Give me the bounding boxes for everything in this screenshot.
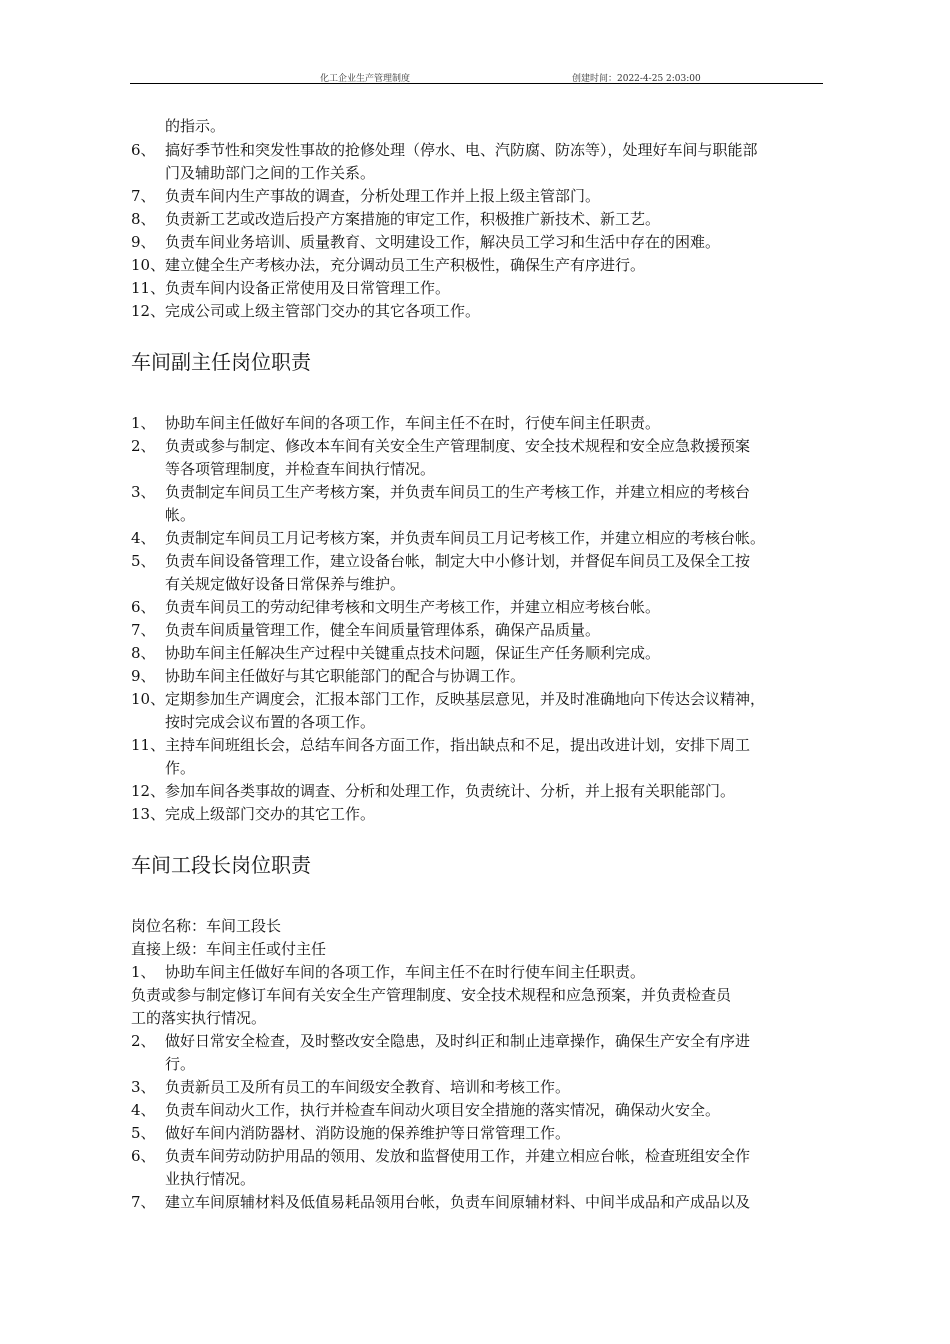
list-item-continuation: 的指示。 (165, 117, 226, 135)
list-item-number: 8、 (131, 644, 156, 662)
list-item-number: 5、 (131, 1124, 156, 1142)
list-item-number: 6、 (131, 598, 156, 616)
list-item-number: 6、 (131, 1147, 156, 1165)
list-item-text: 完成上级部门交办的其它工作。 (165, 805, 376, 823)
list-item-number: 4、 (131, 1101, 156, 1119)
list-item-text: 有关规定做好设备日常保养与维护。 (165, 575, 406, 593)
list-item-number: 7、 (131, 187, 156, 205)
list-item-number: 3、 (131, 1078, 156, 1096)
list-item-text: 负责新工艺或改造后投产方案措施的审定工作，积极推广新技术、新工艺。 (165, 210, 661, 228)
list-item-number: 2、 (131, 1032, 156, 1050)
list-item-text: 完成公司或上级主管部门交办的其它各项工作。 (165, 302, 481, 320)
section-heading-section-chief: 车间工段长岗位职责 (131, 853, 311, 877)
header-title: 化工企业生产管理制度 (320, 74, 411, 84)
list-item-text: 协助车间主任做好与其它职能部门的配合与协调工作。 (165, 667, 526, 685)
list-item-number: 9、 (131, 667, 156, 685)
list-item-text: 协助车间主任做好车间的各项工作，车间主任不在时行使车间主任职责。 (165, 963, 646, 981)
list-item-text: 做好日常安全检查，及时整改安全隐患，及时纠正和制止违章操作，确保生产安全有序进 (165, 1032, 751, 1050)
list-item-number: 12、 (131, 782, 166, 800)
list-item-text: 行。 (165, 1055, 196, 1073)
section-heading-deputy-director: 车间副主任岗位职责 (131, 350, 311, 374)
list-item-number: 11、 (131, 736, 166, 754)
list-item-text: 负责车间员工的劳动纪律考核和文明生产考核工作，并建立相应考核台帐。 (165, 598, 661, 616)
list-item-number: 11、 (131, 279, 166, 297)
list-item-text: 按时完成会议布置的各项工作。 (165, 713, 376, 731)
list-item-number: 8、 (131, 210, 156, 228)
list-item-number: 7、 (131, 621, 156, 639)
list-item-number: 7、 (131, 1193, 156, 1211)
list-item-text: 等各项管理制度，并检查车间执行情况。 (165, 460, 436, 478)
list-item-text: 建立健全生产考核办法，充分调动员工生产积极性，确保生产有序进行。 (165, 256, 646, 274)
list-item-number: 6、 (131, 141, 156, 159)
list-item-number: 2、 (131, 437, 156, 455)
list-item-text: 门及辅助部门之间的工作关系。 (165, 164, 376, 182)
list-item-text: 负责车间劳动防护用品的领用、发放和监督使用工作，并建立相应台帐，检查班组安全作 (165, 1147, 751, 1165)
list-item-text: 建立车间原辅材料及低值易耗品领用台帐，负责车间原辅材料、中间半成品和产成品以及 (165, 1193, 751, 1211)
list-item-text: 负责车间内设备正常使用及日常管理工作。 (165, 279, 451, 297)
position-name: 岗位名称：车间工段长 (131, 917, 282, 935)
list-item-text: 负责制定车间员工生产考核方案，并负责车间员工的生产考核工作，并建立相应的考核台 (165, 483, 751, 501)
list-item-text: 定期参加生产调度会，汇报本部门工作，反映基层意见，并及时准确地向下传达会议精神， (165, 690, 766, 708)
list-item-text: 参加车间各类事故的调查、分析和处理工作，负责统计、分析，并上报有关职能部门。 (165, 782, 736, 800)
list-item-text: 协助车间主任做好车间的各项工作，车间主任不在时，行使车间主任职责。 (165, 414, 661, 432)
list-item-number: 13、 (131, 805, 166, 823)
list-item-text: 主持车间班组长会，总结车间各方面工作，指出缺点和不足，提出改进计划，安排下周工 (165, 736, 751, 754)
list-item-text: 作。 (165, 759, 196, 777)
list-item-text: 负责新员工及所有员工的车间级安全教育、培训和考核工作。 (165, 1078, 571, 1096)
list-item-text: 做好车间内消防器材、消防设施的保养维护等日常管理工作。 (165, 1124, 571, 1142)
list-item-number: 9、 (131, 233, 156, 251)
list-item-number: 1、 (131, 414, 156, 432)
list-item-number: 4、 (131, 529, 156, 547)
list-item-text: 负责车间质量管理工作，健全车间质量管理体系，确保产品质量。 (165, 621, 601, 639)
paragraph-line: 工的落实执行情况。 (131, 1009, 267, 1027)
list-item-text: 业执行情况。 (165, 1170, 256, 1188)
list-item-text: 负责或参与制定、修改本车间有关安全生产管理制度、安全技术规程和安全应急救援预案 (165, 437, 751, 455)
list-item-text: 负责车间动火工作，执行并检查车间动火项目安全措施的落实情况，确保动火安全。 (165, 1101, 721, 1119)
list-item-number: 1、 (131, 963, 156, 981)
list-item-text: 协助车间主任解决生产过程中关键重点技术问题，保证生产任务顺利完成。 (165, 644, 661, 662)
list-item-text: 负责车间业务培训、质量教育、文明建设工作，解决员工学习和生活中存在的困难。 (165, 233, 721, 251)
list-item-number: 5、 (131, 552, 156, 570)
list-item-number: 12、 (131, 302, 166, 320)
list-item-text: 负责制定车间员工月记考核方案，并负责车间员工月记考核工作，并建立相应的考核台帐。 (165, 529, 766, 547)
list-item-text: 帐。 (165, 506, 196, 524)
list-item-text: 负责车间内生产事故的调查，分析处理工作并上报上级主管部门。 (165, 187, 601, 205)
direct-supervisor: 直接上级：车间主任或付主任 (131, 940, 327, 958)
header-created-time: 创建时间：2022-4-25 2:03:00 (572, 74, 701, 84)
paragraph-line: 负责或参与制定修订车间有关安全生产管理制度、安全技术规程和应急预案，并负责检查员 (131, 986, 732, 1004)
list-item-text: 负责车间设备管理工作，建立设备台帐，制定大中小修计划，并督促车间员工及保全工按 (165, 552, 751, 570)
list-item-text: 搞好季节性和突发性事故的抢修处理（停水、电、汽防腐、防冻等），处理好车间与职能部 (165, 141, 758, 159)
list-item-number: 10、 (131, 256, 166, 274)
list-item-number: 3、 (131, 483, 156, 501)
list-item-number: 10、 (131, 690, 166, 708)
